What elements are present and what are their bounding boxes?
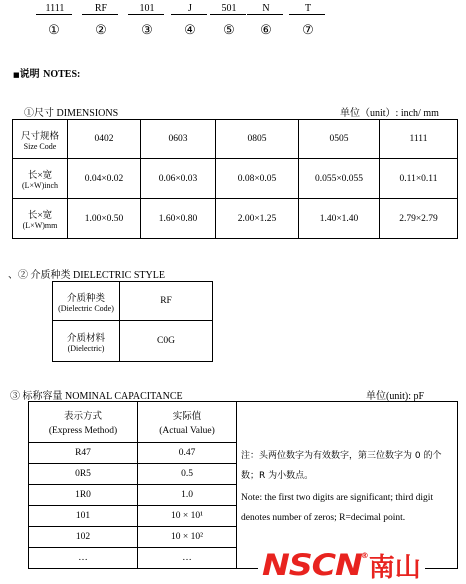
dimensions-table xyxy=(12,119,458,239)
table-cell: 1.00×0.50 xyxy=(68,199,141,239)
underline xyxy=(289,14,325,15)
table-cell: 0.04×0.02 xyxy=(68,159,141,199)
row-label xyxy=(13,199,68,239)
row-label-en: (Dielectric Code) xyxy=(58,303,114,313)
dimensions-title: ①尺寸 DIMENSIONS xyxy=(24,108,119,119)
row-label-zh: 长×宽 xyxy=(27,211,53,221)
table-row xyxy=(53,321,213,362)
dimensions-unit: 单位（unit）: inch/ mm xyxy=(340,108,439,119)
table-row xyxy=(53,282,213,321)
header-label-zh: 实际值 xyxy=(172,412,202,422)
table-cell: C0G xyxy=(120,321,213,362)
header-cell: 0603 xyxy=(141,120,216,159)
header-cell: 1111 xyxy=(380,120,458,159)
table-cell: 1R0 xyxy=(29,485,138,506)
table-cell: 0.06×0.03 xyxy=(141,159,216,199)
table-cell: 10 × 10¹ xyxy=(138,506,237,527)
header-cell xyxy=(138,402,237,443)
table-cell: 1.40×1.40 xyxy=(299,199,380,239)
code-part-5: 501 xyxy=(221,3,237,14)
table-row xyxy=(13,159,458,199)
underline xyxy=(82,14,118,15)
table-row xyxy=(29,402,458,443)
notes-heading-zh: 说明 xyxy=(19,69,40,80)
table-cell: 0R5 xyxy=(29,464,138,485)
row-label-en: (L×W)inch xyxy=(21,181,59,190)
table-cell: … xyxy=(138,548,237,569)
header-label-zh: 尺寸规格 xyxy=(20,131,59,142)
header-size-code xyxy=(13,120,68,159)
logo-latin: NSCN xyxy=(262,548,362,582)
table-cell: 1.0 xyxy=(138,485,237,506)
header-cell: 0402 xyxy=(68,120,141,159)
table-cell: RF xyxy=(120,282,213,321)
code-part-7: T xyxy=(304,3,312,14)
code-part-6: N xyxy=(262,3,270,14)
table-row xyxy=(13,120,458,159)
notes-heading-en: NOTES: xyxy=(43,69,81,80)
logo-cjk: 南山 xyxy=(368,552,421,583)
table-cell: R47 xyxy=(29,443,138,464)
marker-6: ⑥ xyxy=(260,22,272,37)
marker-2: ② xyxy=(95,22,107,37)
note-cell xyxy=(237,402,458,569)
code-part-3: 101 xyxy=(139,3,155,14)
notes-heading xyxy=(13,65,80,80)
table-cell: 0.5 xyxy=(138,464,237,485)
table-cell: 0.11×0.11 xyxy=(380,159,458,199)
marker-4: ④ xyxy=(184,22,196,37)
table-cell: 101 xyxy=(29,506,138,527)
code-part-2: RF xyxy=(94,3,108,14)
table-cell: 2.00×1.25 xyxy=(216,199,299,239)
table-cell: 2.79×2.79 xyxy=(380,199,458,239)
header-cell xyxy=(29,402,138,443)
marker-3: ③ xyxy=(141,22,153,37)
capacitance-unit: 单位(unit): pF xyxy=(366,391,425,402)
note-en: Note: the first two digits are significant; third digit denotes number of zeros; R=decimal point. xyxy=(241,493,434,523)
code-part-4: J xyxy=(188,3,192,14)
underline xyxy=(210,14,246,15)
table-cell: 0.055×0.055 xyxy=(299,159,380,199)
header-label-en: Size Code xyxy=(23,141,57,151)
underline xyxy=(247,14,283,15)
code-part-1: 1111 xyxy=(45,3,65,14)
row-label-en: (Dielectric) xyxy=(67,343,105,353)
underline xyxy=(171,14,207,15)
row-label-zh: 长×宽 xyxy=(27,171,53,181)
marker-5: ⑤ xyxy=(223,22,235,37)
table-cell: 0.08×0.05 xyxy=(216,159,299,199)
marker-7: ⑦ xyxy=(302,22,314,37)
marker-1: ① xyxy=(48,22,60,37)
capacitance-table xyxy=(28,401,458,569)
underline xyxy=(36,14,72,15)
bullet-icon: ■ xyxy=(13,71,20,79)
row-label-en: (L×W)mm xyxy=(22,221,58,230)
note-zh: 注：头两位数字为有效数字，第三位数字为 0 的个数；R 为小数点。 xyxy=(241,451,442,481)
logo-reg: ® xyxy=(360,551,369,560)
dielectric-title: 、② 介质种类 DIELECTRIC STYLE xyxy=(8,270,165,281)
header-label-en: (Express Method) xyxy=(48,426,118,436)
brand-logo xyxy=(258,547,425,583)
row-label xyxy=(13,159,68,199)
table-cell: 1.60×0.80 xyxy=(141,199,216,239)
underline xyxy=(128,14,164,15)
header-cell: 0505 xyxy=(299,120,380,159)
row-label-zh: 介质种类 xyxy=(66,293,105,304)
dielectric-table xyxy=(52,281,213,362)
row-label xyxy=(53,321,120,362)
table-cell: 10 × 10² xyxy=(138,527,237,548)
table-row xyxy=(13,199,458,239)
table-cell: 102 xyxy=(29,527,138,548)
header-label-en: (Actual Value) xyxy=(159,426,215,436)
table-cell: … xyxy=(29,548,138,569)
row-label-zh: 介质材料 xyxy=(66,333,105,344)
header-cell: 0805 xyxy=(216,120,299,159)
capacitance-title: ③ 标称容量 NOMINAL CAPACITANCE xyxy=(10,391,183,402)
row-label xyxy=(53,282,120,321)
table-cell: 0.47 xyxy=(138,443,237,464)
header-label-zh: 表示方式 xyxy=(63,412,102,422)
